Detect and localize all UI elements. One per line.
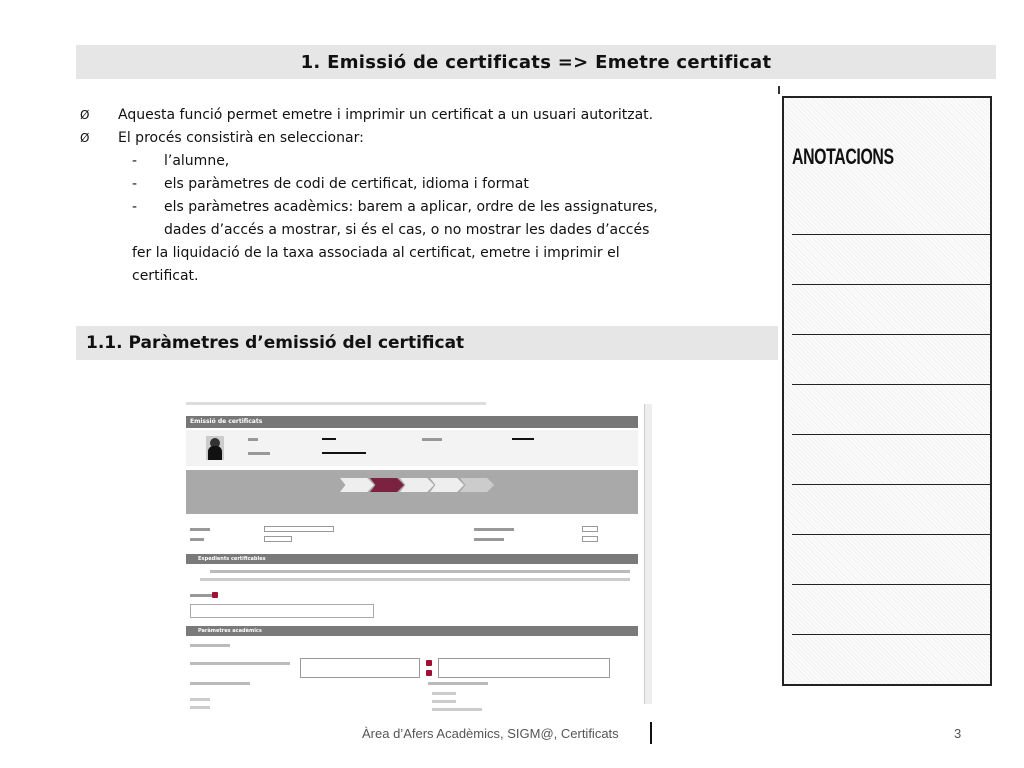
note-line [792,334,990,335]
section-header: Paràmetres acadèmics [186,626,638,636]
dash-text: els paràmetres acadèmics: barem a aplicar, ordre de les assignatures, [164,199,658,215]
radio-option[interactable] [432,692,456,695]
wizard-step[interactable] [460,478,494,492]
section-title: 1.1. Paràmetres d’emissió del certificat [76,326,778,360]
option-select[interactable] [582,526,598,532]
barem-list[interactable] [300,658,420,678]
move-left-icon[interactable] [426,670,432,676]
note-line [792,434,990,435]
step-wizard [186,470,638,514]
dash-marker: - [132,199,138,215]
annotations-frame [782,96,992,686]
note-line [792,234,990,235]
option-select[interactable] [582,536,598,542]
field-label [190,538,204,541]
observations-input[interactable] [190,604,374,618]
annotations-title: ANOTACIONS [792,144,894,169]
arrow-bullet-icon: Ø [80,131,90,145]
annotations-panel [778,86,996,690]
field-label [422,438,442,441]
footer-mark [650,722,652,744]
breadcrumb [186,402,486,405]
certificate-select[interactable] [264,526,334,532]
selected-list[interactable] [438,658,610,678]
bullet-item [80,127,770,150]
bullet-list [80,104,770,288]
dash-item [80,150,770,173]
language-select[interactable] [264,536,292,542]
dash-item [80,196,770,219]
note-line [792,384,990,385]
note-line [792,484,990,485]
embedded-screenshot [170,360,654,726]
redacted-value [512,438,534,440]
continuation-text: fer la liquidació de la taxa associada al certificat, emetre i imprimir el [132,245,620,261]
radio-option[interactable] [432,708,482,711]
note-line [792,284,990,285]
field-label [190,528,210,531]
field-label [248,452,270,455]
field-label [248,438,258,441]
redacted-value [322,438,336,440]
wizard-step[interactable] [400,478,434,492]
checkbox-label[interactable] [190,644,230,647]
field-label [190,682,250,685]
screenshot-header: Emissió de certificats [186,416,638,428]
radio-option[interactable] [190,706,210,709]
bullet-text: El procés consistirà en seleccionar: [118,130,364,146]
arrow-bullet-icon: Ø [80,108,90,122]
help-icon[interactable] [212,592,218,598]
field-label [428,682,488,685]
dash-text: els paràmetres de codi de certificat, idioma i format [164,176,529,192]
table-row[interactable] [200,578,630,581]
wizard-step[interactable] [340,478,374,492]
slide-title: 1. Emissió de certificats => Emetre certificat [76,45,996,79]
bullet-item [80,104,770,127]
dash-marker: - [132,153,138,169]
note-line [792,634,990,635]
student-info [186,430,638,466]
footer-text: Àrea d’Afers Acadèmics, SIGM@, Certificats [362,726,619,741]
continuation-text: dades d’accés a mostrar, si és el cas, o no mostrar les dades d’accés [164,222,650,238]
radio-option[interactable] [190,698,210,701]
corner-tick [778,86,780,94]
bullet-text: Aquesta funció permet emetre i imprimir un certificat a un usuari autoritzat. [118,107,654,123]
section-header: Expedients certificables [186,554,638,564]
note-line [792,584,990,585]
radio-option[interactable] [432,700,456,703]
table-header [210,570,630,573]
scrollbar[interactable] [644,404,652,704]
avatar [206,436,224,460]
field-label [190,662,290,665]
move-right-icon[interactable] [426,660,432,666]
dash-text: l’alumne, [164,153,230,169]
dash-item [80,173,770,196]
redacted-value [322,452,366,454]
certificate-params [190,526,640,544]
field-label [474,538,504,541]
field-label [474,528,514,531]
continuation-text: certificat. [132,268,199,284]
dash-marker: - [132,176,138,192]
page-number: 3 [954,726,962,741]
note-line [792,534,990,535]
wizard-step-active[interactable] [370,478,404,492]
wizard-step[interactable] [430,478,464,492]
